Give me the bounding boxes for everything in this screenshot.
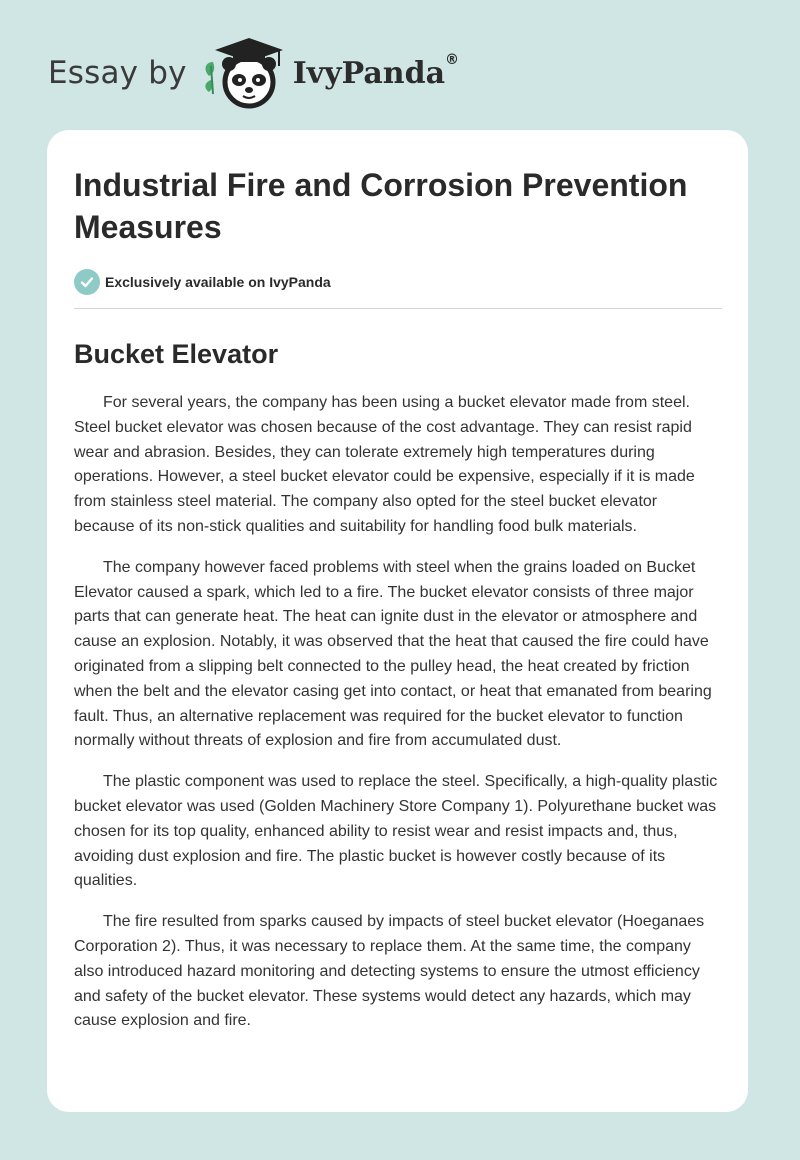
brand-name: IvyPanda® [292, 51, 460, 91]
essay-card [47, 130, 748, 1112]
panda-graduate-icon [199, 36, 289, 110]
brand-logo[interactable] [48, 36, 459, 110]
paragraph: The plastic component was used to replace the steel. Specifically, a high-quality plastic bucket elevator was used (Golden Machinery Store Company 1). Polyurethane bucket was chosen for its top quality, enhanced ability to resist wear and resist impacts and, thus, avoiding dust explosion and fire. The plastic bucket is however costly because of its qualities. [74, 773, 718, 890]
brand-prefix: Essay by [48, 55, 187, 91]
section-title: Bucket Elevator [74, 339, 279, 369]
paragraph: The company however faced problems with steel when the grains loaded on Bucket Elevator caused a spark, which led to a fire. The bucket elevator consists of three major parts that can generate heat. The heat can ignite dust in the elevator or atmosphere and cause an explosion. Notably, it was observed that the heat that caused the fire could have originated from a slipping belt connected to the pulley head, the heat created by friction when the belt and the elevator casing get into contact, or heat that emanated from bearing fault. Thus, an alternative replacement was required for the bucket elevator to function normally without threats of explosion and fire from accumulated dust. [74, 558, 712, 750]
page-title: Industrial Fire and Corrosion Prevention Measures [74, 167, 688, 245]
paragraph: For several years, the company has been using a bucket elevator made from steel. Steel bucket elevator was chosen because of the cost advantage. They can resist rapid wear and abrasion. Besides, they can tolerate extremely high temperatures during operations. However, a steel bucket elevator could be expensive, especially if it is made from stainless steel material. The company also opted for the steel bucket elevator because of its non-stick qualities and suitability for handling food bulk materials. [74, 394, 695, 535]
check-circle-icon [74, 269, 100, 295]
exclusive-badge [74, 268, 722, 296]
badge-label: Exclusively available on IvyPanda [105, 274, 331, 290]
paragraph: The fire resulted from sparks caused by impacts of steel bucket elevator (Hoeganaes Corporation 2). Thus, it was necessary to replace them. At the same time, the company also introduced hazard monitoring and detecting systems to ensure the utmost efficiency and safety of the bucket elevator. These systems would detect any hazards, which may cause explosion and fire. [74, 913, 705, 1030]
divider [74, 308, 722, 309]
registered-mark: ® [445, 51, 460, 68]
